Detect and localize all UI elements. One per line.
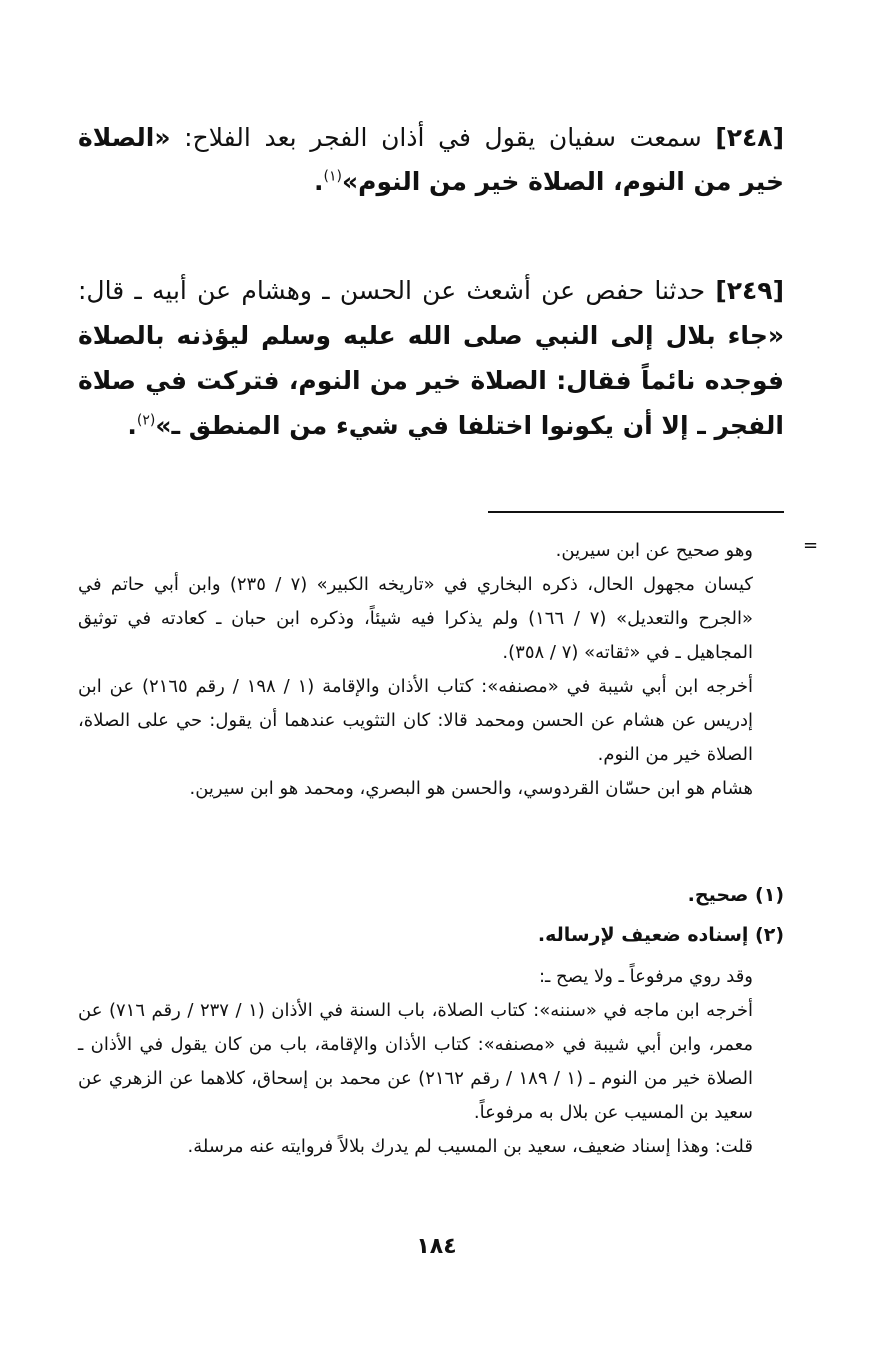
hadith-intro: سمعت سفيان يقول في أذان الفجر بعد الفلاح: [170, 123, 716, 152]
footnote-ref: (٢) [136, 412, 156, 429]
continuation-mark: = [803, 535, 819, 556]
footnote-1: (١) صحيح. [687, 884, 784, 906]
hadith-248 [78, 116, 784, 204]
footnote-line: قلت: وهذا إسناد ضعيف، سعيد بن المسيب لم يدرك بلالاً فروايته عنه مرسلة. [187, 1136, 753, 1157]
footnote-line: وهو صحيح عن ابن سيرين. [555, 540, 753, 561]
hadith-quote: «الصلاة خير من النوم، الصلاة خير من النوم» [78, 123, 784, 196]
footnote-line: وقد روي مرفوعاً ـ ولا يصح ـ: [538, 966, 753, 987]
hadith-number: [٢٤٩] [715, 276, 784, 305]
footnote-2-body [78, 960, 753, 1164]
footnote-line: أخرجه ابن ماجه في «سننه»: كتاب الصلاة، باب السنة في الأذان (١ / ٢٣٧ / رقم ٧١٦) عن معمر، وابن أبي شيبة في «مصنفه»: كتاب الأذان والإقامة، باب من كان يقول في الأذان ـ الصلاة خير من النوم ـ (١ / ١٨٩ / رقم ٢١٦٢) عن محمد بن إسحاق، كلاهما عن الزهري عن سعيد بن المسيب عن بلال به مرفوعاً. [78, 1000, 753, 1123]
hadith-end: . [127, 411, 137, 440]
footnote-separator [488, 511, 784, 513]
hadith-249 [78, 268, 784, 448]
hadith-intro: حدثنا حفص عن أشعث عن الحسن ـ وهشام عن أبيه ـ قال: [78, 276, 716, 305]
footnote-2: (٢) إسناده ضعيف لإرساله. [537, 924, 784, 946]
hadith-number: [٢٤٨] [715, 123, 784, 152]
page-number: ١٨٤ [416, 1234, 457, 1259]
hadith-quote: «جاء بلال إلى النبي صلى الله عليه وسلم ليؤذنه بالصلاة فوجده نائماً فقال: الصلاة خير من النوم، فتركت في صلاة الفجر ـ إلا أن يكونوا اختلفا في شيء من المنطق ـ» [78, 321, 784, 440]
footnote-continuation [78, 534, 753, 806]
footnote-line: هشام هو ابن حسّان القردوسي، والحسن هو البصري، ومحمد هو ابن سيرين. [189, 778, 753, 799]
footnote-line: كيسان مجهول الحال، ذكره البخاري في «تاريخه الكبير» (٧ / ٢٣٥) وابن أبي حاتم في «الجرح والتعديل» (٧ / ١٦٦) ولم يذكرا فيه شيئاً، وذكره ابن حبان ـ كعادته في توثيق المجاهيل ـ في «ثقاته» (٧ / ٣٥٨). [78, 574, 753, 663]
hadith-end: . [314, 167, 324, 196]
footnote-line: أخرجه ابن أبي شيبة في «مصنفه»: كتاب الأذان والإقامة (١ / ١٩٨ / رقم ٢١٦٥) عن ابن إدريس عن هشام عن الحسن ومحمد قالا: كان التثويب عندهما أن يقول: حي على الصلاة، الصلاة خير من النوم. [78, 676, 753, 765]
footnote-ref: (١) [323, 168, 342, 185]
